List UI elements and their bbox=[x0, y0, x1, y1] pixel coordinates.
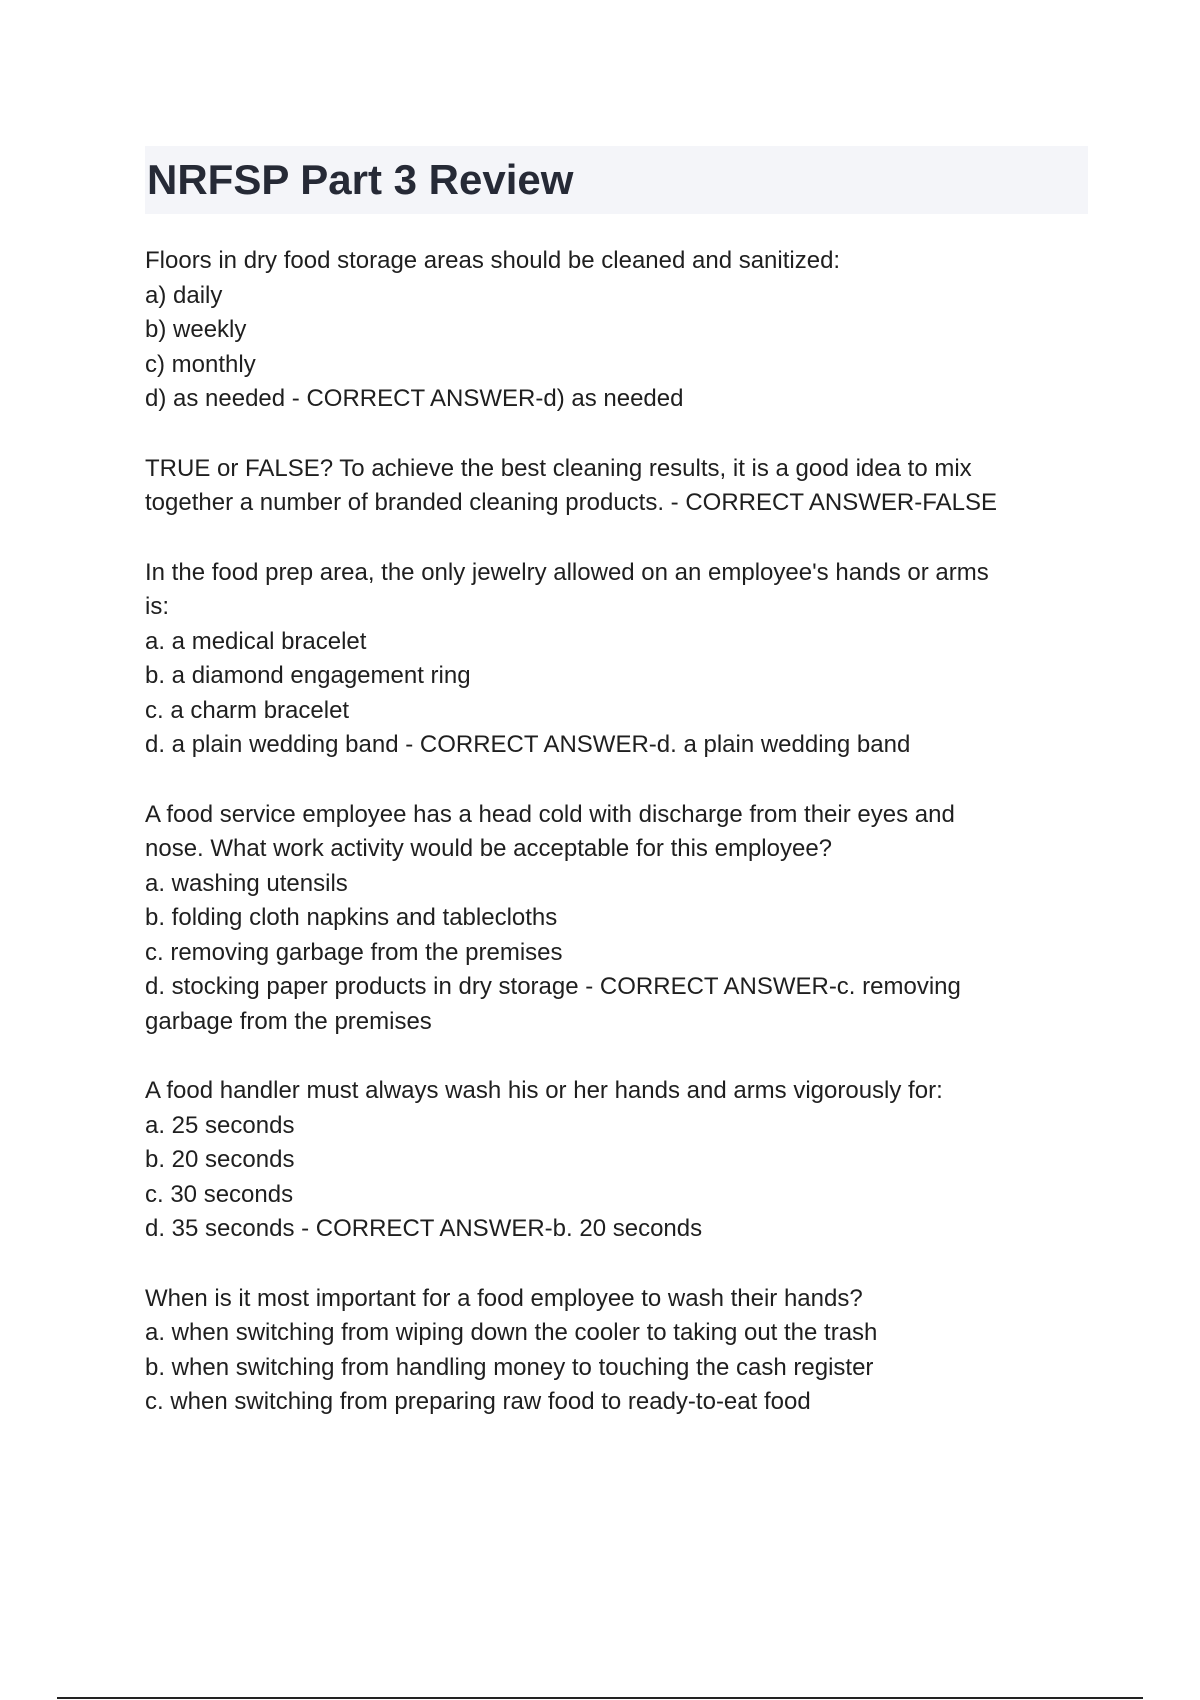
answer-option: b. folding cloth napkins and tablecloths bbox=[145, 904, 558, 931]
question-text: is: bbox=[145, 593, 169, 620]
answer-option: b. 20 seconds bbox=[145, 1146, 295, 1173]
question-text: When is it most important for a food employee to wash their hands? bbox=[145, 1284, 863, 1312]
question-block-1 bbox=[145, 244, 1095, 417]
answer-option: a. washing utensils bbox=[145, 869, 348, 897]
answer-option-with-correct-answer: d. stocking paper products in dry storage - CORRECT ANSWER-c. removing bbox=[145, 973, 961, 1000]
question-block-3 bbox=[145, 556, 1095, 763]
title-banner bbox=[145, 146, 1088, 214]
answer-option: b. when switching from handling money to touching the cash register bbox=[145, 1353, 874, 1381]
question-list bbox=[145, 244, 1095, 1455]
page-bottom-divider bbox=[57, 1697, 1143, 1699]
answer-option: c. when switching from preparing raw food to ready-to-eat food bbox=[145, 1388, 811, 1415]
answer-option: b. a diamond engagement ring bbox=[145, 662, 471, 689]
answer-option: a. 25 seconds bbox=[145, 1111, 295, 1139]
answer-option: b) weekly bbox=[145, 316, 247, 343]
question-text-with-correct-answer: together a number of branded cleaning products. - CORRECT ANSWER-FALSE bbox=[145, 489, 997, 516]
answer-option: a. when switching from wiping down the cooler to taking out the trash bbox=[145, 1319, 878, 1346]
answer-option: c. removing garbage from the premises bbox=[145, 938, 563, 966]
question-text: A food handler must always wash his or her hands and arms vigorously for: bbox=[145, 1077, 943, 1104]
answer-option: a. a medical bracelet bbox=[145, 627, 367, 655]
answer-option-with-correct-answer: d. 35 seconds - CORRECT ANSWER-b. 20 seconds bbox=[145, 1215, 703, 1242]
question-text: A food service employee has a head cold with discharge from their eyes and bbox=[145, 800, 955, 828]
question-block-4 bbox=[145, 798, 1095, 1040]
answer-option: c. a charm bracelet bbox=[145, 696, 350, 724]
answer-option: a) daily bbox=[145, 281, 223, 309]
question-text: In the food prep area, the only jewelry allowed on an employee's hands or arms bbox=[145, 558, 989, 586]
question-text: nose. What work activity would be acceptable for this employee? bbox=[145, 835, 833, 862]
question-block-2 bbox=[145, 452, 1095, 521]
answer-option-with-correct-answer: d) as needed - CORRECT ANSWER-d) as needed bbox=[145, 385, 684, 412]
answer-option-with-correct-answer: d. a plain wedding band - CORRECT ANSWER-d. a plain wedding band bbox=[145, 731, 911, 758]
question-text: TRUE or FALSE? To achieve the best cleaning results, it is a good idea to mix bbox=[145, 454, 972, 482]
question-text: Floors in dry food storage areas should be cleaned and sanitized: bbox=[145, 247, 841, 274]
answer-option: c. 30 seconds bbox=[145, 1180, 294, 1208]
page-title: NRFSP Part 3 Review bbox=[147, 156, 574, 203]
question-block-5 bbox=[145, 1074, 1095, 1247]
answer-option: c) monthly bbox=[145, 350, 256, 378]
correct-answer-continuation: garbage from the premises bbox=[145, 1007, 432, 1035]
question-block-6 bbox=[145, 1282, 1095, 1420]
